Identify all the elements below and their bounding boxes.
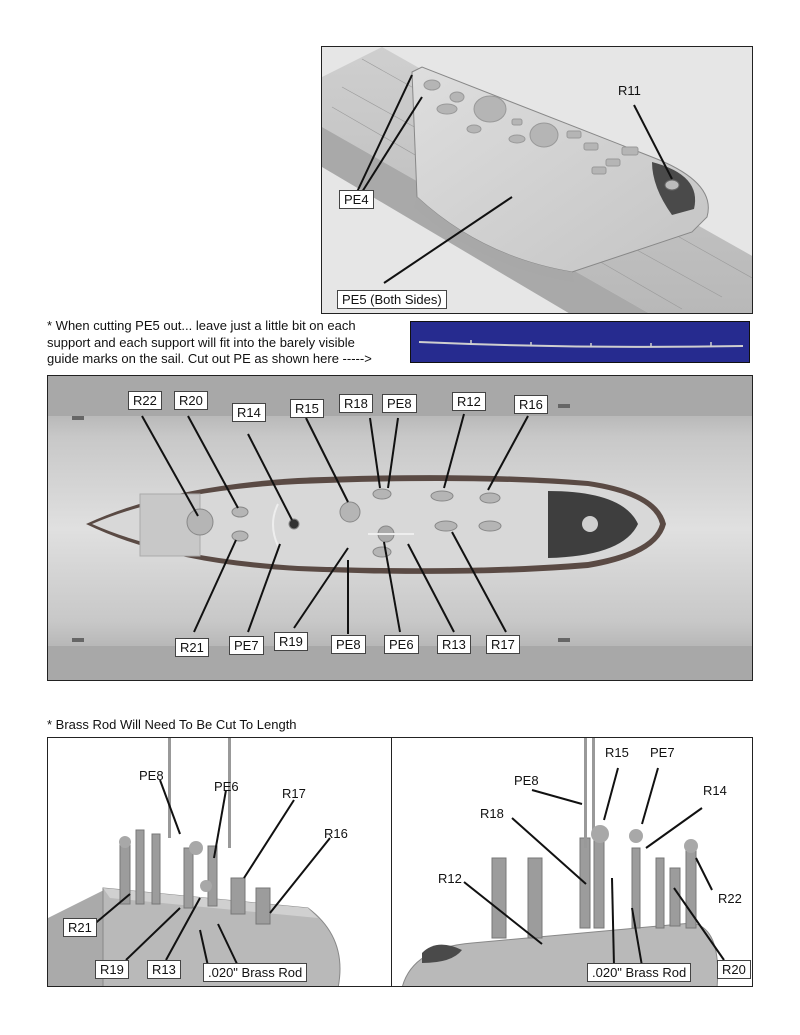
label-r13: R13 — [147, 960, 181, 979]
label-r19: R19 — [95, 960, 129, 979]
sail-masts-right-panel — [391, 737, 753, 987]
label-pe7: PE7 — [650, 745, 675, 760]
label-r21: R21 — [63, 918, 97, 937]
label-r15: R15 — [290, 399, 324, 418]
label-pe4: PE4 — [339, 190, 374, 209]
label-r21: R21 — [175, 638, 209, 657]
masts-right-render — [392, 738, 753, 987]
label-pe7: PE7 — [229, 636, 264, 655]
sail-top-view-panel — [321, 46, 753, 314]
label-r15: R15 — [605, 745, 629, 760]
label-r18: R18 — [480, 806, 504, 821]
sail-render — [322, 47, 753, 314]
label-r17: R17 — [486, 635, 520, 654]
pe5-cutout-image — [410, 321, 750, 363]
note-line: support and each support will fit into the barely visible — [47, 334, 355, 350]
label-r18: R18 — [339, 394, 373, 413]
label-r16: R16 — [514, 395, 548, 414]
sail-masts-left-panel — [47, 737, 392, 987]
label-pe6: PE6 — [384, 635, 419, 654]
label-r22: R22 — [128, 391, 162, 410]
note-line: guide marks on the sail. Cut out PE as shown here -----> — [47, 351, 372, 366]
label-r20: R20 — [174, 391, 208, 410]
note-pe5-cutting — [47, 318, 417, 368]
pe5-part-graphic — [411, 322, 750, 363]
label-pe8-top: PE8 — [382, 394, 417, 413]
label-r13: R13 — [437, 635, 471, 654]
note-brass-rod: * Brass Rod Will Need To Be Cut To Length — [47, 717, 297, 732]
label-pe6: PE6 — [214, 779, 239, 794]
label-brass-rod: .020" Brass Rod — [203, 963, 307, 982]
label-r12: R12 — [452, 392, 486, 411]
label-r20: R20 — [717, 960, 751, 979]
label-r19: R19 — [274, 632, 308, 651]
label-r14: R14 — [232, 403, 266, 422]
note-line: * When cutting PE5 out... leave just a little bit on each — [47, 318, 356, 333]
label-r12: R12 — [438, 871, 462, 886]
label-r17: R17 — [282, 786, 306, 801]
label-r16: R16 — [324, 826, 348, 841]
label-pe8: PE8 — [514, 773, 539, 788]
masts-left-render — [48, 738, 392, 987]
label-brass-rod: .020" Brass Rod — [587, 963, 691, 982]
label-pe5: PE5 (Both Sides) — [337, 290, 447, 309]
label-r14: R14 — [703, 783, 727, 798]
label-pe8-bottom: PE8 — [331, 635, 366, 654]
sail-plan-view-panel — [47, 375, 753, 681]
label-r22: R22 — [718, 891, 742, 906]
label-r11: R11 — [618, 83, 641, 98]
label-pe8: PE8 — [139, 768, 164, 783]
